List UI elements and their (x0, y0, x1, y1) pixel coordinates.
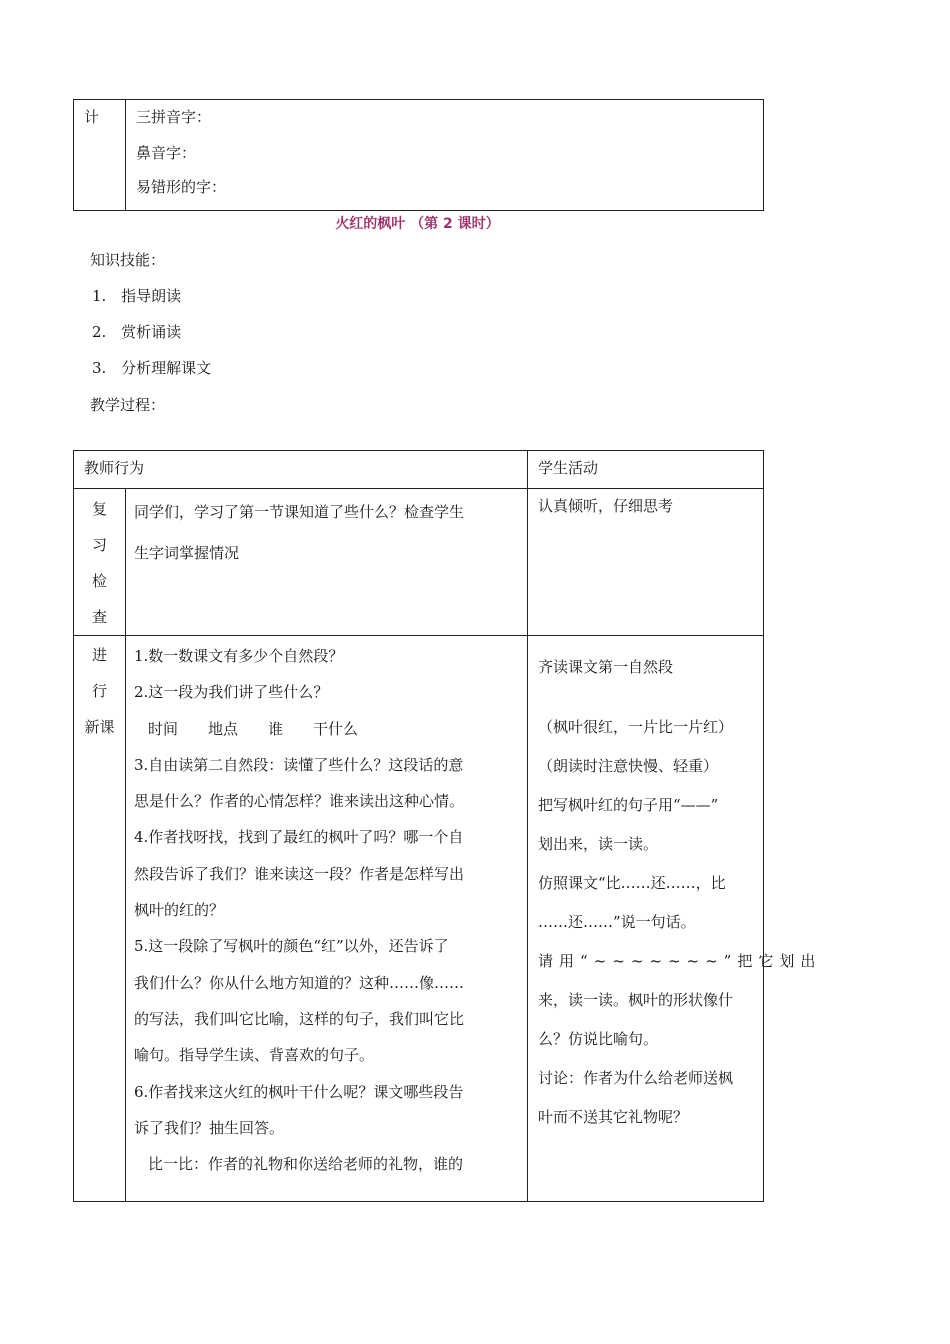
top-line-3: 易错形的字： (136, 178, 227, 196)
row2-student-line: 齐读课文第一自然段 (538, 658, 674, 676)
row2-teacher-line: 时间 地点 谁 干什么 (148, 719, 359, 738)
row1-student-cell (528, 489, 764, 636)
row2-teacher-line: 5.这一段除了写枫叶的颜色“红”以外，还告诉了 (134, 937, 449, 956)
row2-teacher-line: 的写法，我们叫它比喻，这样的句子，我们叫它比 (134, 1009, 465, 1028)
row2-label-cell (74, 636, 126, 1202)
row2-student-line: 请用“~~~~~~~”把它划出 (538, 952, 822, 970)
skill-item-1 (92, 285, 181, 306)
row1-label-char: 查 (91, 608, 107, 626)
header-student-cell (528, 451, 764, 489)
row2-teacher-line: 然段告诉了我们？谁来读这一段？作者是怎样写出 (134, 864, 465, 883)
row1-label-char: 复 (91, 500, 107, 518)
row2-student-line: （枫叶很红，一片比一片红） (538, 718, 734, 736)
row2-student-line: 把写枫叶红的句子用“——” (538, 796, 719, 814)
row2-label-char: 新课 (84, 718, 115, 736)
row1-teacher-cell (126, 489, 528, 636)
header-teacher-cell (74, 451, 528, 489)
skill-num: 1. (92, 287, 107, 305)
row2-teacher-line: 喻句。指导学生读、背喜欢的句子。 (134, 1046, 375, 1065)
row2-student-line: 么？仿说比喻句。 (538, 1030, 659, 1048)
skill-text: 指导朗读 (121, 287, 182, 305)
top-table-content-cell (126, 100, 764, 211)
row2-student-line: 划出来，读一读。 (538, 835, 659, 853)
process-table (73, 450, 822, 1202)
row2-teacher-line: 枫叶的红的？ (134, 901, 225, 920)
skill-num: 2. (92, 323, 107, 341)
row1-label-cell (74, 489, 126, 636)
top-line-1: 三拼音字： (136, 108, 212, 126)
top-table-label: 计 (84, 108, 100, 126)
row1-label-char: 检 (91, 572, 107, 590)
skill-text: 分析理解课文 (121, 359, 212, 377)
row2-teacher-line: 4.作者找呀找，找到了最红的枫叶了吗？哪一个自 (134, 828, 464, 847)
skills-heading: 知识技能： (90, 251, 166, 269)
lesson-title: 火红的枫叶 （第 2 课时） (335, 216, 500, 232)
top-table-label-cell (74, 100, 126, 211)
row2-label-char: 进 (91, 646, 107, 664)
row2-student-line: 叶而不送其它礼物呢？ (538, 1108, 689, 1126)
row1-student-line: 认真倾听，仔细思考 (538, 497, 674, 515)
skill-item-2 (92, 321, 181, 342)
row2-teacher-line: 比一比：作者的礼物和你送给老师的礼物，谁的 (148, 1155, 464, 1174)
row2-student-line: （朗读时注意快慢、轻重） (538, 757, 719, 775)
process-heading: 教学过程： (90, 396, 166, 414)
row2-teacher-line: 我们什么？你从什么地方知道的？这种……像…… (134, 973, 465, 992)
row2-teacher-line: 1.数一数课文有多少个自然段？ (134, 647, 344, 665)
row2-teacher-cell (126, 636, 528, 1202)
row2-student-line: ……还……”说一句话。 (538, 913, 696, 931)
header-teacher: 教师行为 (84, 459, 145, 477)
top-line-2: 鼻音字： (136, 144, 197, 162)
row2-student-cell (528, 636, 822, 1202)
row2-teacher-line: 6.作者找来这火红的枫叶干什么呢？课文哪些段告 (134, 1082, 464, 1101)
row2-teacher-line: 2.这一段为我们讲了些什么？ (134, 683, 329, 702)
row2-teacher-line: 3.自由读第二自然段：读懂了些什么？这段话的意 (134, 755, 464, 774)
top-table (73, 99, 764, 211)
header-student: 学生活动 (538, 459, 599, 477)
row2-label-char: 行 (91, 682, 107, 700)
skill-text: 赏析诵读 (121, 323, 182, 341)
row2-teacher-line: 思是什么？作者的心情怎样？谁来读出这种心情。 (134, 792, 465, 811)
row2-student-line: 仿照课文“比……还……，比 (538, 874, 726, 892)
skill-num: 3. (92, 359, 107, 377)
row1-teacher-line: 同学们，学习了第一节课知道了些什么？检查学生 (134, 503, 465, 521)
row2-student-line: 来，读一读。枫叶的形状像什 (538, 991, 734, 1009)
row1-teacher-line: 生字词掌握情况 (134, 544, 240, 562)
row1-label-char: 习 (91, 536, 107, 554)
skill-item-3 (92, 357, 211, 378)
row2-teacher-line: 诉了我们？抽生回答。 (134, 1118, 285, 1137)
row2-student-line: 讨论：作者为什么给老师送枫 (538, 1069, 734, 1087)
